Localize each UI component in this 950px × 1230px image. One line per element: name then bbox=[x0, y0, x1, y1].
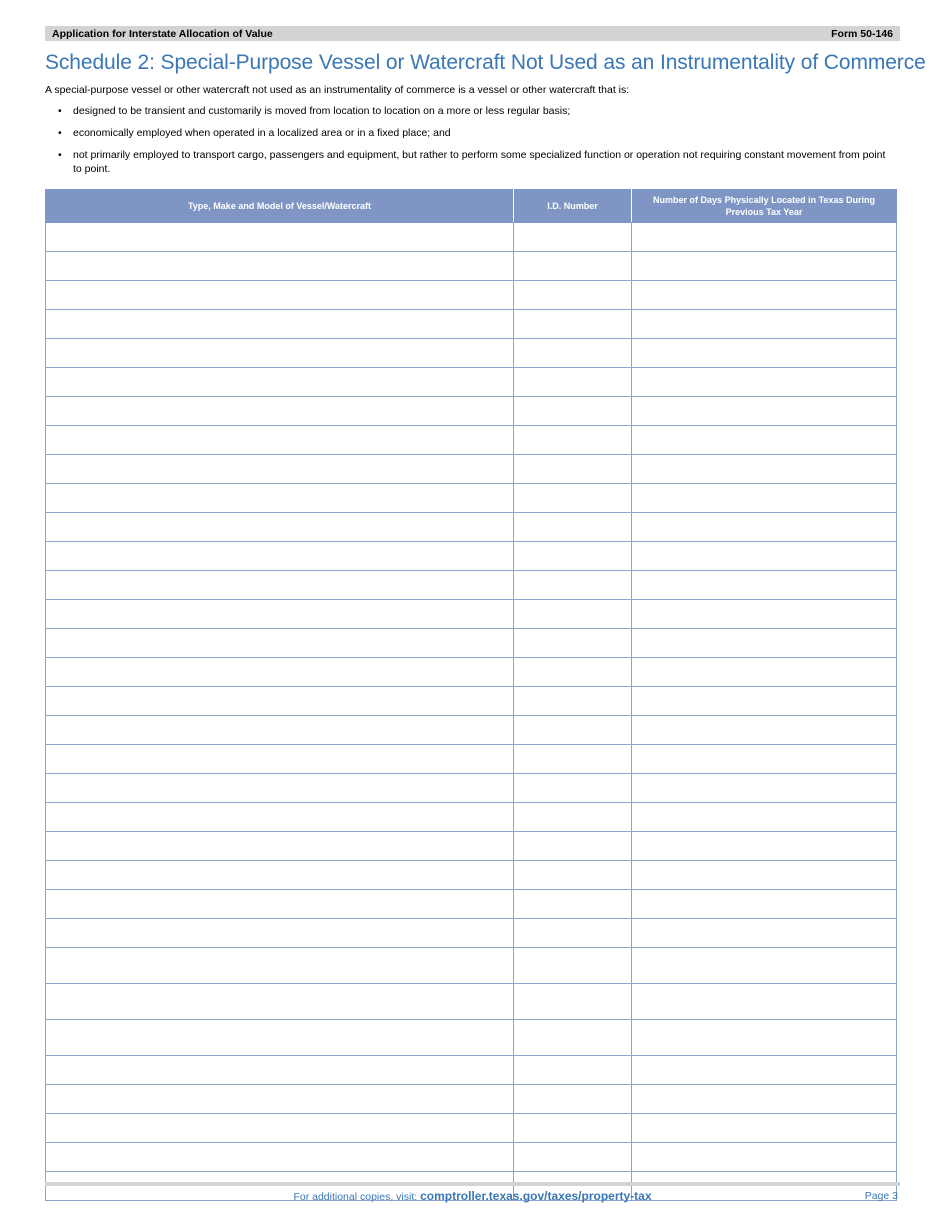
vessel-type-make-model-field[interactable] bbox=[46, 1085, 514, 1114]
vessel-type-make-model-field[interactable] bbox=[46, 687, 514, 716]
vessel-id-number-field[interactable] bbox=[514, 339, 632, 368]
criteria-item bbox=[45, 104, 895, 118]
table-row bbox=[46, 252, 897, 281]
table-row bbox=[46, 368, 897, 397]
vessel-type-make-model-field[interactable] bbox=[46, 223, 514, 252]
schedule-intro: A special-purpose vessel or other watercraft not used as an instrumentality of commerce is a vessel or other watercraft that is: bbox=[45, 84, 630, 96]
days-in-texas-field[interactable] bbox=[632, 513, 897, 542]
vessel-type-make-model-field[interactable] bbox=[46, 861, 514, 890]
days-in-texas-field[interactable] bbox=[632, 629, 897, 658]
days-in-texas-field[interactable] bbox=[632, 774, 897, 803]
vessel-id-number-field[interactable] bbox=[514, 984, 632, 1020]
vessel-type-make-model-field[interactable] bbox=[46, 716, 514, 745]
vessel-id-number-field[interactable] bbox=[514, 1143, 632, 1172]
vessel-id-number-field[interactable] bbox=[514, 1114, 632, 1143]
table-row bbox=[46, 629, 897, 658]
table-row bbox=[46, 484, 897, 513]
table-row bbox=[46, 513, 897, 542]
days-in-texas-field[interactable] bbox=[632, 484, 897, 513]
days-in-texas-field[interactable] bbox=[632, 658, 897, 687]
criteria-list bbox=[45, 104, 895, 184]
criteria-text: designed to be transient and customarily is moved from location to location on a more or less regular basis; bbox=[73, 105, 571, 117]
table-row bbox=[46, 281, 897, 310]
table-row bbox=[46, 310, 897, 339]
vessel-id-number-field[interactable] bbox=[514, 948, 632, 984]
days-in-texas-field[interactable] bbox=[632, 426, 897, 455]
vessel-id-number-field[interactable] bbox=[514, 1056, 632, 1085]
table-row bbox=[46, 890, 897, 919]
vessel-id-number-field[interactable] bbox=[514, 310, 632, 339]
vessel-type-make-model-field[interactable] bbox=[46, 1020, 514, 1056]
column-header-type-make-model: Type, Make and Model of Vessel/Watercraft bbox=[46, 190, 514, 223]
vessel-type-make-model-field[interactable] bbox=[46, 252, 514, 281]
criteria-text: not primarily employed to transport cargo, passengers and equipment, but rather to perform some specialized function or operation not requiring constant movement from point to point. bbox=[73, 149, 886, 175]
days-in-texas-field[interactable] bbox=[632, 455, 897, 484]
vessel-type-make-model-field[interactable] bbox=[46, 600, 514, 629]
vessel-id-number-field[interactable] bbox=[514, 281, 632, 310]
table-row bbox=[46, 774, 897, 803]
table-row bbox=[46, 984, 897, 1020]
vessel-id-number-field[interactable] bbox=[514, 658, 632, 687]
table-row bbox=[46, 803, 897, 832]
bullet-icon: • bbox=[58, 105, 62, 117]
table-row bbox=[46, 1020, 897, 1056]
vessel-table bbox=[45, 189, 897, 1201]
table-row bbox=[46, 1085, 897, 1114]
table-row bbox=[46, 223, 897, 252]
vessel-type-make-model-field[interactable] bbox=[46, 1143, 514, 1172]
days-in-texas-field[interactable] bbox=[632, 542, 897, 571]
vessel-type-make-model-field[interactable] bbox=[46, 658, 514, 687]
vessel-id-number-field[interactable] bbox=[514, 252, 632, 281]
table-row bbox=[46, 542, 897, 571]
days-in-texas-field[interactable] bbox=[632, 397, 897, 426]
table-body bbox=[46, 223, 897, 1201]
vessel-type-make-model-field[interactable] bbox=[46, 948, 514, 984]
vessel-id-number-field[interactable] bbox=[514, 368, 632, 397]
vessel-type-make-model-field[interactable] bbox=[46, 890, 514, 919]
table-row bbox=[46, 687, 897, 716]
days-in-texas-field[interactable] bbox=[632, 310, 897, 339]
vessel-id-number-field[interactable] bbox=[514, 629, 632, 658]
vessel-id-number-field[interactable] bbox=[514, 1085, 632, 1114]
vessel-type-make-model-field[interactable] bbox=[46, 397, 514, 426]
form-number: Form 50-146 bbox=[831, 27, 893, 40]
table-row bbox=[46, 745, 897, 774]
vessel-type-make-model-field[interactable] bbox=[46, 919, 514, 948]
days-in-texas-field[interactable] bbox=[632, 832, 897, 861]
vessel-type-make-model-field[interactable] bbox=[46, 774, 514, 803]
table-header-row bbox=[46, 190, 897, 223]
table-row bbox=[46, 716, 897, 745]
vessel-type-make-model-field[interactable] bbox=[46, 513, 514, 542]
vessel-id-number-field[interactable] bbox=[514, 600, 632, 629]
days-in-texas-field[interactable] bbox=[632, 687, 897, 716]
vessel-type-make-model-field[interactable] bbox=[46, 745, 514, 774]
table-row bbox=[46, 832, 897, 861]
vessel-type-make-model-field[interactable] bbox=[46, 310, 514, 339]
vessel-id-number-field[interactable] bbox=[514, 571, 632, 600]
vessel-id-number-field[interactable] bbox=[514, 745, 632, 774]
vessel-type-make-model-field[interactable] bbox=[46, 339, 514, 368]
table-row bbox=[46, 426, 897, 455]
vessel-type-make-model-field[interactable] bbox=[46, 455, 514, 484]
footer-copies-note bbox=[45, 1189, 900, 1203]
vessel-id-number-field[interactable] bbox=[514, 716, 632, 745]
vessel-id-number-field[interactable] bbox=[514, 803, 632, 832]
vessel-type-make-model-field[interactable] bbox=[46, 281, 514, 310]
table-row bbox=[46, 397, 897, 426]
vessel-id-number-field[interactable] bbox=[514, 484, 632, 513]
criteria-item bbox=[45, 148, 895, 176]
vessel-type-make-model-field[interactable] bbox=[46, 426, 514, 455]
vessel-id-number-field[interactable] bbox=[514, 687, 632, 716]
table-row bbox=[46, 339, 897, 368]
table-row bbox=[46, 1056, 897, 1085]
vessel-type-make-model-field[interactable] bbox=[46, 629, 514, 658]
criteria-item bbox=[45, 126, 895, 140]
page-footer bbox=[45, 1189, 900, 1205]
vessel-id-number-field[interactable] bbox=[514, 542, 632, 571]
footer-url-link[interactable]: comptroller.texas.gov/taxes/property-tax bbox=[420, 1189, 652, 1203]
vessel-id-number-field[interactable] bbox=[514, 513, 632, 542]
table-row bbox=[46, 600, 897, 629]
vessel-type-make-model-field[interactable] bbox=[46, 571, 514, 600]
days-in-texas-field[interactable] bbox=[632, 1085, 897, 1114]
vessel-id-number-field[interactable] bbox=[514, 455, 632, 484]
days-in-texas-field[interactable] bbox=[632, 803, 897, 832]
footer-divider bbox=[45, 1182, 900, 1186]
vessel-id-number-field[interactable] bbox=[514, 919, 632, 948]
days-in-texas-field[interactable] bbox=[632, 948, 897, 984]
days-in-texas-field[interactable] bbox=[632, 1020, 897, 1056]
schedule-title: Schedule 2: Special-Purpose Vessel or Watercraft Not Used as an Instrumentality of Commerce bbox=[45, 51, 926, 74]
form-header-title: Application for Interstate Allocation of Value bbox=[52, 27, 273, 40]
days-in-texas-field[interactable] bbox=[632, 281, 897, 310]
footer-prefix: For additional copies, visit: bbox=[293, 1191, 421, 1203]
days-in-texas-field[interactable] bbox=[632, 919, 897, 948]
days-in-texas-field[interactable] bbox=[632, 600, 897, 629]
days-in-texas-field[interactable] bbox=[632, 745, 897, 774]
page-number: Page 3 bbox=[864, 1190, 898, 1202]
form-header-bar bbox=[45, 26, 900, 41]
vessel-type-make-model-field[interactable] bbox=[46, 1114, 514, 1143]
vessel-id-number-field[interactable] bbox=[514, 774, 632, 803]
days-in-texas-field[interactable] bbox=[632, 223, 897, 252]
days-in-texas-field[interactable] bbox=[632, 890, 897, 919]
vessel-type-make-model-field[interactable] bbox=[46, 1056, 514, 1085]
vessel-type-make-model-field[interactable] bbox=[46, 984, 514, 1020]
vessel-id-number-field[interactable] bbox=[514, 397, 632, 426]
column-header-id-number: I.D. Number bbox=[514, 190, 632, 223]
vessel-type-make-model-field[interactable] bbox=[46, 832, 514, 861]
vessel-type-make-model-field[interactable] bbox=[46, 803, 514, 832]
vessel-id-number-field[interactable] bbox=[514, 890, 632, 919]
vessel-id-number-field[interactable] bbox=[514, 832, 632, 861]
days-in-texas-field[interactable] bbox=[632, 1114, 897, 1143]
days-in-texas-field[interactable] bbox=[632, 1056, 897, 1085]
table-row bbox=[46, 658, 897, 687]
vessel-type-make-model-field[interactable] bbox=[46, 484, 514, 513]
table-row bbox=[46, 1114, 897, 1143]
days-in-texas-field[interactable] bbox=[632, 252, 897, 281]
days-in-texas-field[interactable] bbox=[632, 716, 897, 745]
column-header-days-in-texas: Number of Days Physically Located in Texas During Previous Tax Year bbox=[632, 190, 897, 223]
table-row bbox=[46, 919, 897, 948]
bullet-icon: • bbox=[58, 149, 62, 161]
days-in-texas-field[interactable] bbox=[632, 339, 897, 368]
days-in-texas-field[interactable] bbox=[632, 984, 897, 1020]
table-row bbox=[46, 1143, 897, 1172]
vessel-id-number-field[interactable] bbox=[514, 426, 632, 455]
vessel-id-number-field[interactable] bbox=[514, 223, 632, 252]
days-in-texas-field[interactable] bbox=[632, 861, 897, 890]
vessel-type-make-model-field[interactable] bbox=[46, 368, 514, 397]
bullet-icon: • bbox=[58, 127, 62, 139]
table-row bbox=[46, 861, 897, 890]
criteria-text: economically employed when operated in a localized area or in a fixed place; and bbox=[73, 127, 451, 139]
days-in-texas-field[interactable] bbox=[632, 571, 897, 600]
table-row bbox=[46, 571, 897, 600]
days-in-texas-field[interactable] bbox=[632, 1143, 897, 1172]
vessel-type-make-model-field[interactable] bbox=[46, 542, 514, 571]
table-row bbox=[46, 948, 897, 984]
days-in-texas-field[interactable] bbox=[632, 368, 897, 397]
table-row bbox=[46, 455, 897, 484]
vessel-id-number-field[interactable] bbox=[514, 1020, 632, 1056]
vessel-id-number-field[interactable] bbox=[514, 861, 632, 890]
